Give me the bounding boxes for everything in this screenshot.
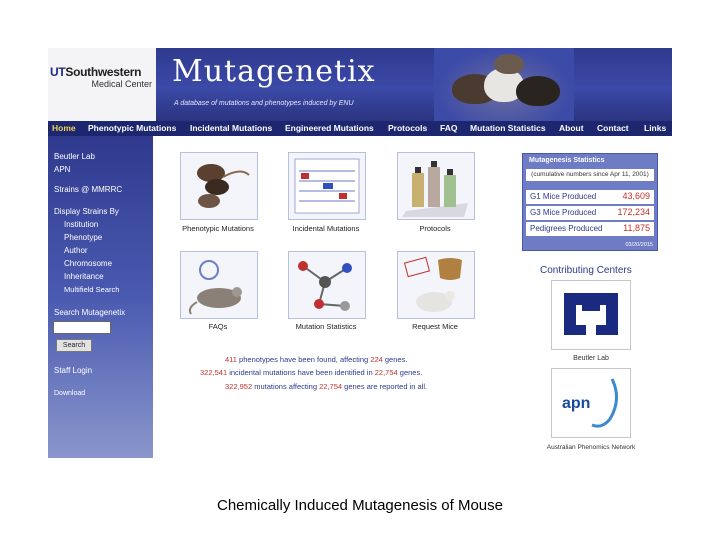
sidebar-heading-display-strains: Display Strains By: [54, 207, 119, 216]
ut-southwestern-logo[interactable]: [48, 48, 156, 121]
stats-subtitle: (cumulative numbers since Apr 11, 2001): [526, 169, 654, 181]
ut-logo-icon: [552, 281, 630, 349]
nav-links[interactable]: Links: [644, 123, 667, 133]
fact-number: 411: [225, 355, 237, 364]
mutant-mice-icon: [181, 153, 257, 219]
stats-row: [526, 190, 654, 204]
tile-phenotypic-mutations[interactable]: [180, 152, 258, 220]
nav-engineered-mutations[interactable]: Engineered Mutations: [285, 123, 374, 133]
tile-label-incidental-mutations[interactable]: Incidental Mutations: [292, 224, 360, 233]
nav-phenotypic-mutations[interactable]: Phenotypic Mutations: [88, 123, 177, 133]
sidebar-item-phenotype[interactable]: Phenotype: [64, 233, 103, 242]
site-tagline: A database of mutations and phenotypes induced by ENU: [174, 100, 354, 107]
nav-protocols[interactable]: Protocols: [388, 123, 428, 133]
stats-title: Mutagenesis Statistics: [529, 157, 605, 164]
tile-faqs[interactable]: [180, 251, 258, 319]
beutler-lab-logo[interactable]: [551, 280, 631, 350]
sidebar-item-author[interactable]: Author: [64, 246, 88, 255]
slide-caption: Chemically Induced Mutagenesis of Mouse: [217, 497, 503, 514]
sidebar-link-strains-mmrrc[interactable]: Strains @ MMRRC: [54, 185, 123, 194]
mouse-with-magnifier-icon: [181, 252, 257, 318]
sidebar-item-inheritance[interactable]: Inheritance: [64, 272, 104, 281]
fact-text: genes.: [397, 368, 423, 377]
fact-number: 22,754: [319, 382, 343, 391]
sidebar-item-institution[interactable]: Institution: [64, 220, 99, 229]
tile-label-faqs[interactable]: FAQs: [208, 322, 228, 331]
tile-request-mice[interactable]: [397, 251, 475, 319]
mouse-with-stamp-icon: [398, 252, 474, 318]
tile-incidental-mutations[interactable]: [288, 152, 366, 220]
tile-label-mutation-statistics[interactable]: Mutation Statistics: [295, 322, 357, 331]
fact-number: 224: [370, 355, 383, 364]
fact-text: incidental mutations have been identified in: [227, 368, 375, 377]
fact-incidental-mutations: [200, 368, 422, 377]
institution-name: UTSouthwestern: [50, 65, 142, 79]
apn-caption: Australian Phenomics Network: [546, 444, 636, 451]
sidebar-link-download[interactable]: Download: [54, 390, 86, 397]
sidebar-item-chromosome[interactable]: Chromosome: [64, 259, 113, 268]
stat-label: G1 Mice Produced: [530, 192, 597, 201]
nav-about[interactable]: About: [559, 123, 584, 133]
sidebar-link-beutler-lab[interactable]: Beutler Lab: [54, 152, 95, 161]
fact-text: genes.: [382, 355, 408, 364]
apn-logo[interactable]: [551, 368, 631, 438]
nav-mutation-statistics[interactable]: Mutation Statistics: [470, 123, 546, 133]
nav-home[interactable]: Home: [52, 123, 76, 133]
nav-incidental-mutations[interactable]: Incidental Mutations: [190, 123, 273, 133]
fact-mutations-reported: [225, 382, 427, 391]
stat-value: 43,609: [622, 191, 650, 201]
fact-text: phenotypes have been found, affecting: [236, 355, 371, 364]
fact-number: 322,541: [200, 368, 228, 377]
mutagenesis-statistics-panel: [522, 153, 658, 251]
beutler-lab-caption: Beutler Lab: [573, 355, 609, 362]
tile-label-phenotypic-mutations[interactable]: Phenotypic Mutations: [182, 224, 254, 233]
stats-date: 03/20/2015: [625, 242, 653, 248]
fact-text: genes are reported in all.: [342, 382, 428, 391]
stat-label: G3 Mice Produced: [530, 208, 597, 217]
tile-label-request-mice[interactable]: Request Mice: [412, 322, 458, 331]
sequence-chart-icon: [289, 153, 365, 219]
site-title: Mutagenetix: [172, 54, 376, 89]
stats-row: [526, 222, 654, 236]
fact-text: mutations affecting: [252, 382, 320, 391]
search-label: Search Mutagenetix: [54, 308, 126, 317]
search-input[interactable]: [53, 321, 111, 334]
stat-value: 172,234: [617, 207, 650, 217]
fact-number: 322,952: [225, 382, 253, 391]
main-navigation: [48, 121, 672, 136]
sidebar-link-apn[interactable]: APN: [54, 165, 71, 174]
nav-faq[interactable]: FAQ: [440, 123, 458, 133]
lab-bottles-icon: [398, 153, 474, 219]
apn-logo-text: apn: [562, 395, 591, 412]
tile-protocols[interactable]: [397, 152, 475, 220]
molecule-icon: [289, 252, 365, 318]
stats-row: [526, 206, 654, 220]
mice-photo: [434, 48, 574, 121]
sidebar: [48, 136, 153, 458]
search-button[interactable]: Search: [56, 339, 92, 352]
tile-mutation-statistics[interactable]: [288, 251, 366, 319]
nav-contact[interactable]: Contact: [597, 123, 629, 133]
stat-label: Pedigrees Produced: [530, 224, 603, 233]
stat-value: 11,875: [623, 223, 650, 233]
contributing-centers-title: Contributing Centers: [540, 265, 632, 276]
institution-subtitle: Medical Center: [91, 79, 152, 89]
sidebar-item-multifield-search[interactable]: Multifield Search: [64, 285, 120, 294]
fact-phenotypes: [225, 355, 407, 364]
sidebar-link-staff-login[interactable]: Staff Login: [54, 366, 93, 375]
fact-number: 22,754: [374, 368, 398, 377]
tile-label-protocols[interactable]: Protocols: [419, 224, 451, 233]
screenshot: [48, 48, 672, 458]
site-header: [48, 48, 672, 121]
